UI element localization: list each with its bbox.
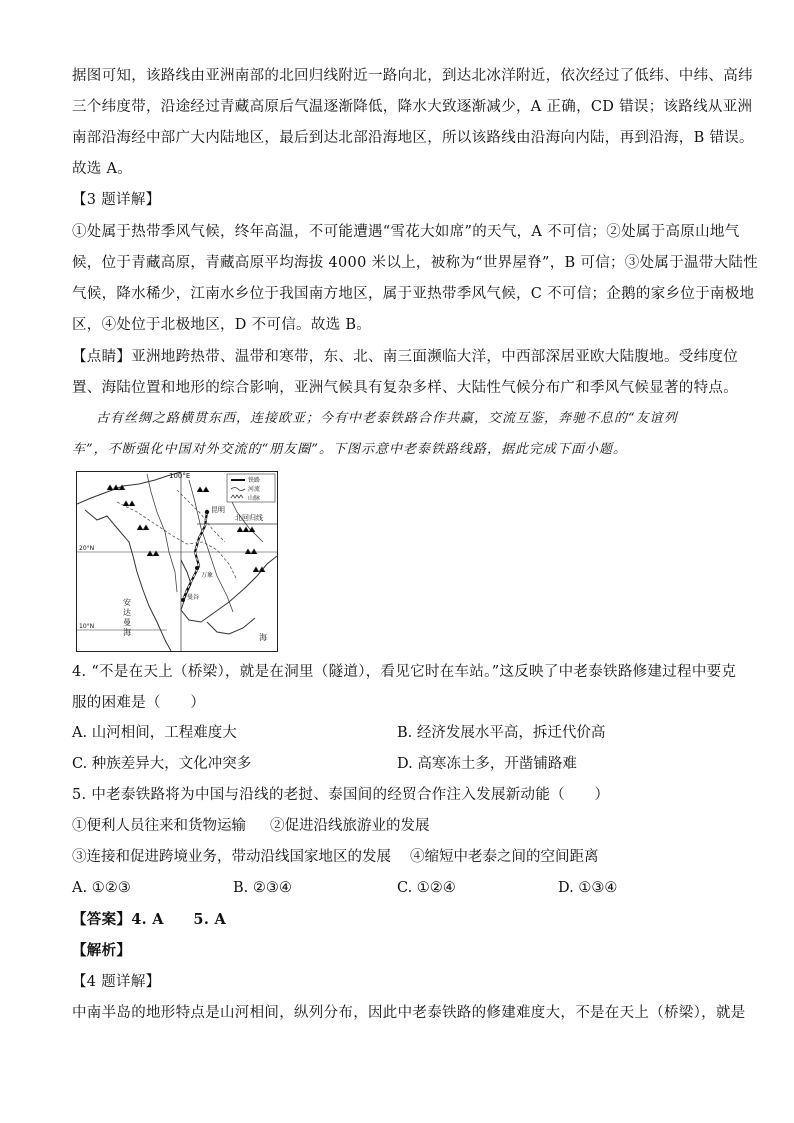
- text-line: 置、海陆位置和地形的综合影响，亚洲气候具有复杂多样、大陆性气候分布广和季风气候显著的特点。: [72, 380, 738, 396]
- city-vientiane: 万象: [201, 572, 214, 579]
- section-header: 【4 题详解】: [72, 974, 161, 990]
- tropic-label: 北回归线: [235, 514, 263, 522]
- section-header: 【3 题详解】: [72, 192, 161, 208]
- text-line: 气候，降水稀少，江南水乡位于我国南方地区，属于亚热带季风气候，C 不可信；企鹅的家乡位于南极地: [72, 286, 755, 302]
- text-line: 区，④处位于北极地区，D 不可信。故选 B。: [72, 317, 372, 333]
- text-line: 据图可知，该路线由亚洲南部的北回归线附近一路向北，到达北冰洋附近，依次经过了低纬、中纬、高纬: [72, 68, 753, 84]
- text-line: 三个纬度带，沿途经过青藏高原后气温逐渐降低，降水大致逐渐减少，A 正确，CD 错误；该路线从亚洲: [72, 99, 753, 115]
- q4-option-c: C. 种族差异大，文化冲突多: [72, 756, 252, 772]
- intro-line: 古有丝绸之路横贯东西，连接欧亚；今有中老泰铁路合作共赢，交流互鉴，奔驰不息的“友谊列: [96, 411, 678, 426]
- text-line: 故选 A。: [72, 161, 133, 177]
- intro-line: 车”，不断强化中国对外交流的“朋友圈”。下图示意中老泰铁路线路，据此完成下面小题。: [72, 442, 627, 457]
- q5-option-b: B. ②③④: [233, 880, 292, 896]
- city-bangkok: 曼谷: [187, 594, 200, 601]
- text-line: 候，位于青藏高原，青藏高原平均海拔 4000 米以上，被称为“世界屋脊”，B 可信；③处属于温带大陆性: [72, 255, 759, 271]
- text-line: 中南半岛的地形特点是山河相间，纵列分布，因此中老泰铁路的修建难度大，不是在天上（桥梁），就是: [72, 1005, 746, 1021]
- question-4-stem: 服的困难是（ ）: [72, 695, 206, 711]
- legend-mountain: 山脉: [248, 495, 261, 502]
- q5-option-d: D. ①③④: [558, 880, 618, 896]
- answer-line: 【答案】4. A 5. A: [72, 911, 227, 928]
- q4-option-a: A. 山河相间，工程难度大: [72, 725, 237, 741]
- q5-item-3: ③连接和促进跨境业务，带动沿线国家地区的发展: [72, 849, 391, 865]
- question-5-stem: 5. 中老泰铁路将为中国与沿线的老挝、泰国间的经贸合作注入发展新动能（ ）: [72, 787, 610, 803]
- railway-map: [76, 471, 278, 652]
- q4-option-d: D. 高寒冻土多，开凿铺路难: [397, 756, 577, 772]
- sea-label: 海: [259, 633, 267, 642]
- text-line: 南部沿海经中部广大内陆地区，最后到达北部沿海地区，所以该路线由沿海向内陆，再到沿海，B 错误。: [72, 130, 754, 146]
- question-4-stem: 4. “不是在天上（桥梁），就是在洞里（隧道），看见它时在车站。”这反映了中老泰铁路修建过程中要克: [72, 664, 737, 680]
- analysis-header: 【解析】: [72, 942, 132, 959]
- q5-item-1: ①便利人员往来和货物运输: [72, 818, 246, 834]
- q5-option-a: A. ①②③: [72, 880, 131, 896]
- lat-10-label: 10°N: [79, 623, 95, 630]
- legend-railway: 铁路: [248, 477, 261, 484]
- text-line: ①处属于热带季风气候，终年高温，不可能遭遇“雪花大如席”的天气，A 不可信；②处属于高原山地气: [72, 224, 740, 240]
- q5-item-2: ②促进沿线旅游业的发展: [270, 818, 430, 834]
- q5-option-c: C. ①②④: [397, 880, 456, 896]
- q4-option-b: B. 经济发展水平高，拆迁代价高: [397, 725, 606, 741]
- lat-20-label: 20°N: [79, 545, 95, 552]
- andaman-sea-label: 安 达 曼 海: [123, 598, 131, 637]
- legend-river: 河流: [248, 486, 261, 493]
- q5-item-4: ④缩短中老泰之间的空间距离: [410, 849, 599, 865]
- longitude-label: 100°E: [169, 472, 191, 480]
- city-kunming: 昆明: [211, 506, 225, 514]
- map-graphic: [77, 472, 277, 651]
- text-line: 【点睛】亚洲地跨热带、温带和寒带，东、北、南三面濒临大洋，中西部深居亚欧大陆腹地。受纬度位: [72, 349, 738, 365]
